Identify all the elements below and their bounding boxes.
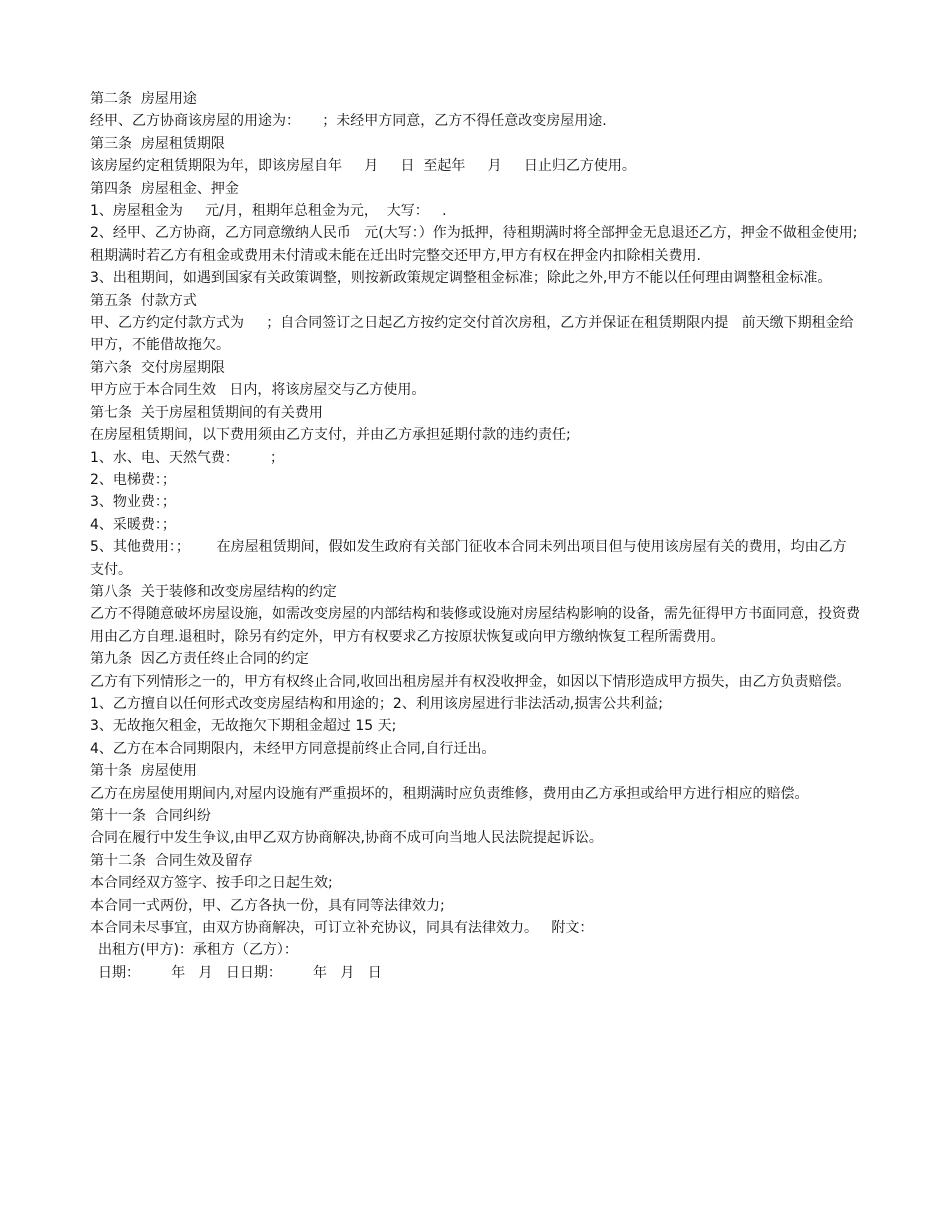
section-heading-6: 第六条 交付房屋期限 <box>90 359 225 376</box>
termination-item-4: 4、乙方在本合同期限内，未经甲方同意提前终止合同,自行迁出。 <box>90 740 496 757</box>
section-heading-3: 第三条 房屋租赁期限 <box>90 135 225 152</box>
fee-heating: 4、采暖费：； <box>90 516 176 533</box>
fee-utilities: 1、水、电、天然气费： ； <box>90 449 285 466</box>
paragraph-dispute: 合同在履行中发生争议,由甲乙双方协商解决,协商不成可向当地人民法院提起诉讼。 <box>90 830 603 847</box>
paragraph-fees-intro: 在房屋租赁期间，以下费用须由乙方支付，并由乙方承担延期付款的违约责任; <box>90 427 571 444</box>
paragraph-lease-term: 该房屋约定租赁期限为年，即该房屋自年 月 日 至起年 月 日止归乙方使用。 <box>90 158 636 175</box>
paragraph-house-use: 乙方在房屋使用期间内,对屋内设施有严重损坏的，租期满时应负责维修，费用由乙方承担或给甲方进行相应的赔偿。 <box>90 785 809 802</box>
paragraph-renovation: 乙方不得随意破坏房屋设施，如需改变房屋的内部结构和装修或设施对房屋结构影响的设备，需先征得甲方书面同意，投资费用由乙方自理.退租时，除另有约定外，甲方有权要求乙方按原状恢复或向甲方缴纳恢复工程所需费用。 <box>90 606 860 645</box>
paragraph-supplement: 本合同未尽事宜，由双方协商解决，可订立补充协议，同具有法律效力。 附文： <box>90 920 594 937</box>
section-heading-5: 第五条 付款方式 <box>90 292 197 309</box>
signature-dates: 日期： 年 月 日日期： 年 月 日 <box>98 964 382 981</box>
section-heading-7: 第七条 关于房屋租赁期间的有关费用 <box>90 404 323 421</box>
fee-property: 3、物业费：； <box>90 494 176 511</box>
contract-body <box>90 88 860 984</box>
paragraph-termination-intro: 乙方有下列情形之一的，甲方有权终止合同,收回出租房屋并有权没收押金，如因以下情形造成甲方损失，由乙方负责赔偿。 <box>90 673 851 690</box>
section-heading-8: 第八条 关于装修和改变房屋结构的约定 <box>90 583 337 600</box>
paragraph-payment: 甲、乙方约定付款方式为 ；自合同签订之日起乙方按约定交付首次房租，乙方并保证在租赁期限内提 前天缴下期租金给甲方，不能借故拖欠。 <box>90 315 854 354</box>
section-heading-11: 第十一条 合同纠纷 <box>90 808 211 824</box>
termination-item-3: 3、无故拖欠租金，无故拖欠下期租金超过 15 天; <box>90 718 397 735</box>
section-heading-9: 第九条 因乙方责任终止合同的约定 <box>90 651 309 668</box>
section-heading-10: 第十条 房屋使用 <box>90 763 197 780</box>
paragraph-effective: 本合同经双方签字、按手印之日起生效; <box>90 875 333 892</box>
section-heading-2: 第二条 房屋用途 <box>90 91 197 107</box>
paragraph-copies: 本合同一式两份，甲、乙方各执一份，具有同等法律效力; <box>90 897 445 914</box>
section-heading-4: 第四条 房屋租金、押金 <box>90 180 239 197</box>
clause-rent-adjustment: 3、出租期间，如遇到国家有关政策调整，则按新政策规定调整租金标准；除此之外,甲方不能以任何理由调整租金标准。 <box>90 270 832 287</box>
fee-other: 5、其他费用：； 在房屋租赁期间，假如发生政府有关部门征收本合同未列出项目但与使用该房屋有关的费用，均由乙方支付。 <box>90 539 847 578</box>
paragraph-handover: 甲方应于本合同生效 日内，将该房屋交与乙方使用。 <box>90 382 426 399</box>
section-heading-12: 第十二条 合同生效及留存 <box>90 852 253 869</box>
signature-parties: 出租方(甲方)：承租方（乙方）： <box>98 942 298 959</box>
clause-deposit: 2、经甲、乙方协商，乙方同意缴纳人民币 元(大写：）作为抵押，待租期满时将全部押金无息退还乙方，押金不做租金使用;租期满时若乙方有租金或费用未付清或未能在迁出时完整交还甲方,甲方有权在押金内扣除相关费用. <box>90 225 858 264</box>
fee-elevator: 2、电梯费：； <box>90 471 176 488</box>
clause-rent-amount: 1、房屋租金为 元/月，租期年总租金为元， 大写： . <box>90 203 447 220</box>
termination-item-1-2: 1、乙方擅自以任何形式改变房屋结构和用途的；2、利用该房屋进行非法活动,损害公共利益; <box>90 695 663 712</box>
paragraph-usage: 经甲、乙方协商该房屋的用途为： ；未经甲方同意，乙方不得任意改变房屋用途. <box>90 113 607 130</box>
